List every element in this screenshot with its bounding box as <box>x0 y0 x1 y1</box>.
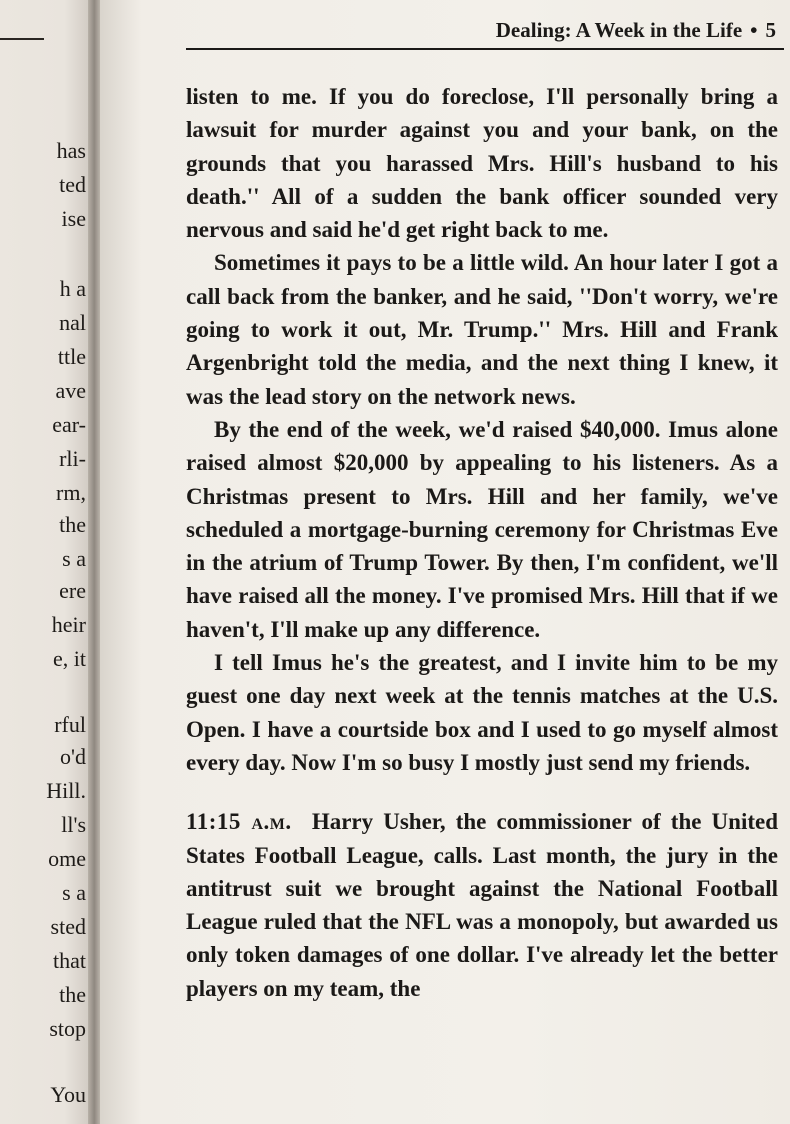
paragraph: Sometimes it pays to be a little wild. An hour later I got a call back from the banker, and he said, ''Don't worry, we're going to work it out, Mr. Trump.'' Mrs. Hill and Frank Argenbright told the media, and the next thing I knew, it was the lead story on the network news. <box>186 250 778 409</box>
page-number: 5 <box>765 18 776 42</box>
facing-page-fragment: Hill. <box>46 778 86 803</box>
facing-page <box>0 0 92 1124</box>
bullet-separator: • <box>750 18 758 42</box>
facing-page-fragment: rli- <box>59 446 86 471</box>
entry-time-ampm: a.m. <box>251 809 292 835</box>
section-gap <box>186 779 778 805</box>
facing-page-fragment: ave <box>55 378 86 403</box>
facing-page-fragment: ere <box>59 578 86 603</box>
facing-page-fragment: has <box>56 138 86 163</box>
facing-page-fragment: ear- <box>52 412 86 437</box>
facing-page-fragment: s a <box>62 546 86 571</box>
facing-page-fragment: sted <box>50 914 86 939</box>
facing-page-fragment: that <box>53 948 86 973</box>
facing-page-fragment: ome <box>48 846 86 871</box>
paragraph: listen to me. If you do foreclose, I'll personally bring a lawsuit for murder against you and your bank, on the grounds that you harassed Mrs. Hill's husband to his death.'' All of a sudden the bank officer sounded very nervous and said he'd get right back to me. <box>186 84 778 243</box>
facing-page-fragment: ted <box>59 172 86 197</box>
header-rule <box>186 48 784 50</box>
facing-page-fragment: o'd <box>60 744 86 769</box>
entry-time-digits: 11:15 <box>186 809 241 835</box>
facing-page-rule <box>0 38 44 40</box>
facing-page-fragment: heir <box>51 612 86 637</box>
facing-page-fragment: rm, <box>56 480 86 505</box>
facing-page-fragment: the <box>59 512 86 537</box>
book-page <box>100 0 790 1124</box>
facing-page-fragment: rful <box>54 712 86 737</box>
paragraph: I tell Imus he's the greatest, and I invite him to be my guest one day next week at the tennis matches at the U.S. Open. I have a courtside box and I used to go myself almost every day. Now I'm so busy I mostly just send my friends. <box>186 650 778 775</box>
paragraph: By the end of the week, we'd raised $40,000. Imus alone raised almost $20,000 by appealing to his listeners. As a Christmas present to Mrs. Hill and her family, we've scheduled a mortgage-burning ceremony for Christmas Eve in the atrium of Trump Tower. By then, I'm confident, we'll have raised all the money. I've promised Mrs. Hill that if we haven't, I'll make up any difference. <box>186 416 778 642</box>
facing-page-fragment: h a <box>59 276 86 301</box>
diary-entry <box>186 805 778 1005</box>
facing-page-fragment: the <box>59 982 86 1007</box>
facing-page-fragment: s a <box>62 880 86 905</box>
facing-page-fragment: ise <box>61 206 86 231</box>
facing-page-fragment: ttle <box>57 344 86 369</box>
facing-page-fragment: stop <box>49 1016 86 1041</box>
entry-time <box>186 809 292 834</box>
chapter-title: Dealing: A Week in the Life <box>495 18 743 42</box>
entry-text: Harry Usher, the commissioner of the United States Football League, calls. Last month, the jury in the antitrust suit we brought against the National Football League ruled that the NFL was a monopoly, but awarded us only token damages of one dollar. I've already let the better players on my team, the <box>186 809 779 1001</box>
body-text <box>186 80 778 1005</box>
running-head <box>186 18 776 46</box>
facing-page-fragment: nal <box>59 310 86 335</box>
facing-page-fragment: ll's <box>61 812 86 837</box>
facing-page-fragment: e, it <box>53 646 86 671</box>
facing-page-fragment: You <box>50 1082 86 1107</box>
